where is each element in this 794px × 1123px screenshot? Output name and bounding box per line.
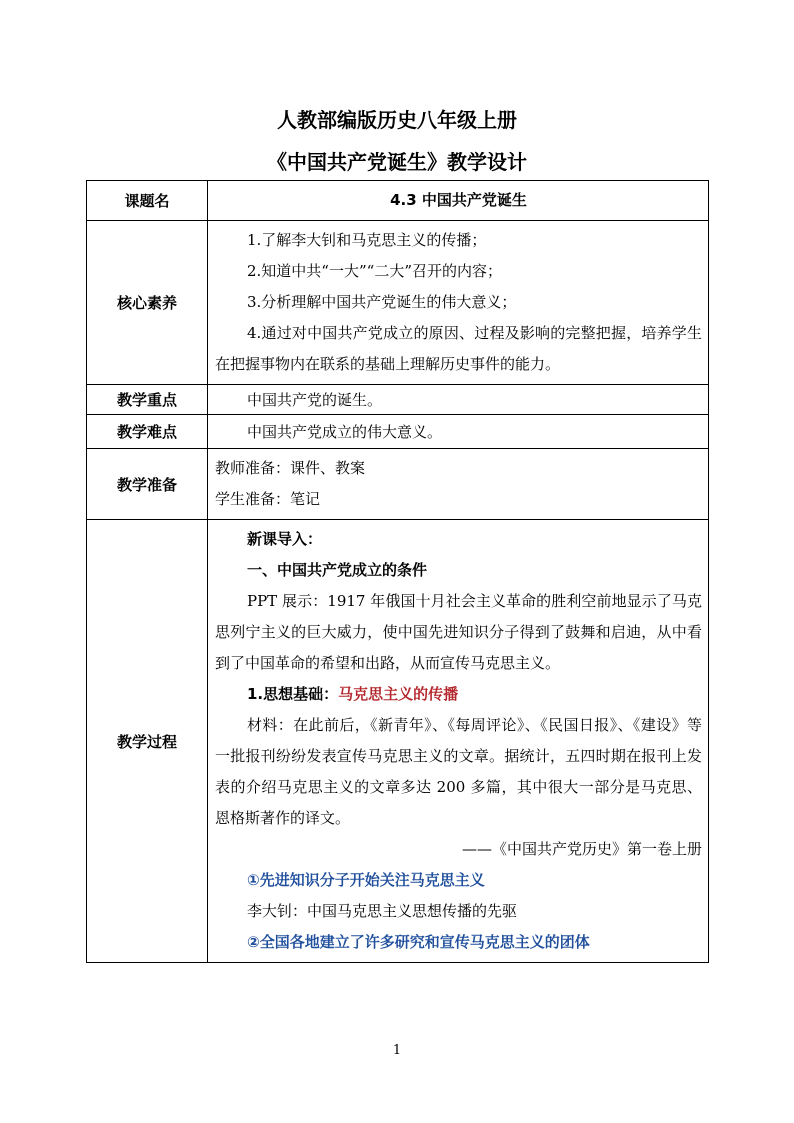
table-row bbox=[87, 221, 709, 385]
table-row bbox=[87, 385, 709, 415]
material-paragraph: 材料：在此前后，《新青年》、《每周评论》、《民国日报》、《建设》等一批报刊纷纷发表宣传马克思主义的文章。据统计，五四时期在报刊上发表的介绍马克思主义的文章多达 200 多篇，其中很大一部分是马克思、恩格斯著作的译文。 bbox=[215, 716, 702, 827]
list-item: 4.通过对中国共产党成立的原因、过程及影响的完整把握，培养学生在把握事物内在联系的基础上理解历史事件的能力。 bbox=[215, 324, 702, 373]
subpoint-heading: ②全国各地建立了许多研究和宣传马克思主义的团体 bbox=[247, 933, 590, 951]
table-row bbox=[87, 415, 709, 449]
list-item: 3.分析理解中国共产党诞生的伟大意义； bbox=[247, 293, 517, 311]
key-point-value: 中国共产党的诞生。 bbox=[247, 390, 383, 409]
list-item: 1.了解李大钊和马克思主义的传播； bbox=[247, 231, 487, 249]
row-label-preparation: 教学准备 bbox=[87, 449, 208, 520]
ppt-text: 1917 年俄国十月社会主义革命的胜利空前地显示了马克思列宁主义的巨大威力，使中国先进知识分子得到了鼓舞和启迪，从中看到了中国革命的希望和出路，从而宣传马克思主义。 bbox=[215, 592, 702, 672]
row-label-core-literacy: 核心素养 bbox=[87, 221, 208, 385]
point-label: 1.思想基础： bbox=[247, 685, 339, 703]
page-number: 1 bbox=[392, 1043, 402, 1058]
core-literacy-content bbox=[208, 221, 709, 385]
table-row bbox=[87, 181, 709, 221]
row-label-topic: 课题名 bbox=[87, 181, 208, 221]
intro-heading: 新课导入： bbox=[247, 530, 323, 548]
list-item: 学生准备：笔记 bbox=[215, 490, 321, 508]
table-row bbox=[87, 520, 709, 963]
topic-value: 4.3 中国共产党诞生 bbox=[208, 181, 709, 221]
process-content bbox=[208, 520, 709, 963]
source-citation: ——《中国共产党历史》第一卷上册 bbox=[461, 840, 702, 858]
point-heading bbox=[215, 679, 702, 710]
document-title: 人教部编版历史八年级上册 bbox=[277, 108, 517, 132]
list-item: 2.知道中共“一大”“二大”召开的内容； bbox=[247, 262, 502, 280]
section-heading: 一、中国共产党成立的条件 bbox=[247, 561, 428, 579]
point-value: 马克思主义的传播 bbox=[338, 685, 459, 703]
preparation-content bbox=[208, 449, 709, 520]
row-label-process: 教学过程 bbox=[87, 520, 208, 963]
ppt-label: PPT 展示： bbox=[247, 592, 328, 610]
row-label-key-point: 教学重点 bbox=[87, 385, 208, 415]
document-subtitle: 《中国共产党诞生》教学设计 bbox=[267, 150, 527, 174]
table-row bbox=[87, 449, 709, 520]
ppt-paragraph bbox=[215, 586, 702, 679]
list-item: 教师准备：课件、教案 bbox=[215, 459, 366, 477]
row-label-difficulty: 教学难点 bbox=[87, 415, 208, 449]
lesson-plan-table bbox=[86, 180, 709, 963]
subpoint-heading: ①先进知识分子开始关注马克思主义 bbox=[247, 871, 485, 889]
lidazhao-line: 李大钊：中国马克思主义思想传播的先驱 bbox=[247, 902, 518, 920]
difficulty-value: 中国共产党成立的伟大意义。 bbox=[247, 422, 443, 441]
